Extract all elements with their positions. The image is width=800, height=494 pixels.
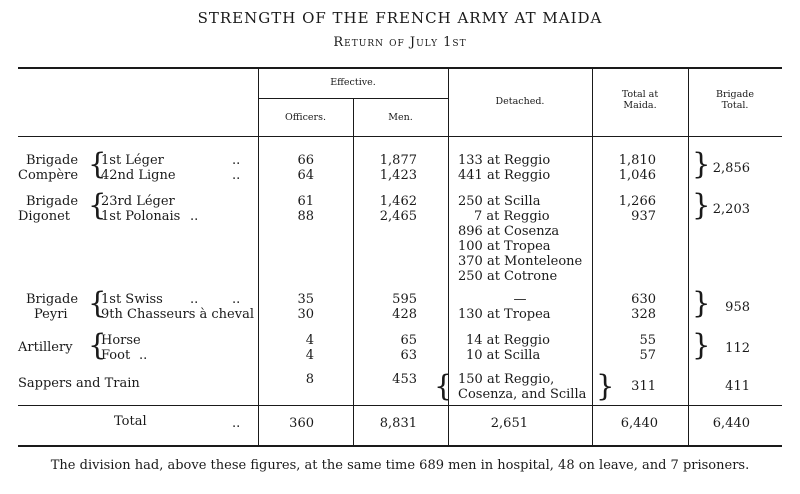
left-brace: {: [88, 147, 107, 181]
total-at-maida-cell: 55: [639, 333, 656, 348]
detached-cell: 100 at Tropea: [458, 239, 551, 254]
table-top-rule: [18, 67, 782, 69]
officers-cell: 64: [297, 168, 314, 183]
leader-dots: ..: [190, 209, 199, 224]
header-total-at-maida-line1: Total at: [621, 89, 659, 100]
column-rule: [353, 98, 354, 447]
table-bottom-rule: [18, 445, 782, 447]
group-label: Digonet: [18, 209, 71, 224]
unit-name: 1st Polonais: [101, 209, 181, 224]
detached-cell: 250 at Scilla: [458, 194, 541, 209]
detached-cell: 130 at Tropea: [458, 307, 551, 322]
group-label: Sappers and Train: [18, 376, 140, 391]
men-cell: 428: [392, 307, 417, 322]
total-at-maida-cell: 630: [631, 292, 656, 307]
total-label: Total: [114, 414, 147, 429]
men-cell: 63: [400, 348, 417, 363]
unit-name: 9th Chasseurs à cheval: [101, 307, 254, 322]
total-at-maida-cell: 311: [631, 379, 656, 394]
detached-cell: 250 at Cotrone: [458, 269, 558, 284]
officers-cell: 88: [297, 209, 314, 224]
men-cell: 1,462: [379, 194, 417, 209]
men-cell: 453: [392, 372, 417, 387]
leader-dots: ..: [139, 348, 148, 363]
page-title: STRENGTH OF THE FRENCH ARMY AT MAIDA: [197, 9, 603, 27]
group-label: Brigade: [26, 292, 79, 307]
total-men: 8,831: [379, 416, 417, 431]
right-brace: }: [596, 369, 615, 403]
total-brigade-total: 6,440: [712, 416, 750, 431]
header-officers: Officers.: [285, 112, 326, 123]
header-brigade-total-line2: Total.: [721, 100, 749, 111]
total-top-rule: [18, 405, 782, 406]
group-label: Artillery: [18, 340, 73, 355]
brigade-total: 112: [725, 341, 750, 356]
total-at-maida-cell: 937: [631, 209, 656, 224]
total-at-maida: 6,440: [620, 416, 658, 431]
header-total-at-maida-line2: Maida.: [623, 100, 657, 111]
header-brigade-total-line1: Brigade: [715, 89, 754, 100]
detached-cell: 370 at Monteleone: [458, 254, 583, 269]
brigade-total: 2,856: [712, 161, 750, 176]
men-cell: 1,423: [379, 168, 417, 183]
officers-cell: 30: [297, 307, 314, 322]
unit-name: 1st Léger: [101, 153, 164, 168]
header-detached: Detached.: [495, 96, 545, 107]
group-label: Brigade: [26, 194, 79, 209]
detached-cell: 896 at Cosenza: [458, 224, 560, 239]
total-at-maida-cell: 1,266: [618, 194, 656, 209]
header-bottom-rule: [18, 136, 782, 137]
detached-cell: Cosenza, and Scilla: [458, 387, 587, 402]
detached-cell: —: [513, 292, 527, 307]
right-brace: }: [692, 147, 711, 181]
unit-name: Foot: [101, 348, 131, 363]
leader-dots: ..: [232, 416, 241, 431]
brigade-total: 2,203: [712, 202, 750, 217]
brigade-total: 411: [725, 379, 750, 394]
officers-cell: 35: [297, 292, 314, 307]
total-at-maida-cell: 1,046: [618, 168, 656, 183]
left-brace: {: [88, 328, 107, 362]
leader-dots: ..: [232, 168, 241, 183]
men-cell: 595: [392, 292, 417, 307]
leader-dots: ..: [232, 292, 241, 307]
men-cell: 65: [400, 333, 417, 348]
right-brace: }: [692, 328, 711, 362]
men-cell: 2,465: [379, 209, 417, 224]
group-label: Compère: [18, 168, 79, 183]
total-at-maida-cell: 1,810: [618, 153, 656, 168]
left-brace: {: [434, 369, 453, 403]
header-effective: Effective.: [330, 77, 376, 88]
header-men: Men.: [388, 112, 413, 123]
officers-cell: 8: [305, 372, 314, 387]
officers-cell: 4: [305, 348, 314, 363]
brigade-total: 958: [725, 300, 750, 315]
detached-cell: 7 at Reggio: [474, 209, 550, 224]
detached-cell: 150 at Reggio,: [458, 372, 555, 387]
right-brace: }: [692, 286, 711, 320]
officers-cell: 4: [305, 333, 314, 348]
unit-name: 1st Swiss: [101, 292, 163, 307]
officers-cell: 66: [297, 153, 314, 168]
group-label: Peyri: [34, 307, 68, 322]
left-brace: {: [88, 286, 107, 320]
total-at-maida-cell: 328: [631, 307, 656, 322]
detached-cell: 441 at Reggio: [458, 168, 551, 183]
unit-name: 23rd Léger: [101, 194, 175, 209]
leader-dots: ..: [190, 292, 199, 307]
group-label: Brigade: [26, 153, 79, 168]
column-rule: [688, 67, 689, 447]
header-total-at-maida: [592, 89, 688, 111]
column-rule: [258, 67, 259, 447]
detached-cell: 133 at Reggio: [458, 153, 551, 168]
header-brigade-total: [688, 89, 782, 111]
officers-cell: 61: [297, 194, 314, 209]
total-detached: 2,651: [490, 416, 528, 431]
detached-cell: 10 at Scilla: [466, 348, 541, 363]
unit-name: Horse: [101, 333, 141, 348]
total-officers: 360: [289, 416, 314, 431]
unit-name: 42nd Ligne: [101, 168, 176, 183]
right-brace: }: [692, 188, 711, 222]
total-at-maida-cell: 57: [639, 348, 656, 363]
men-cell: 1,877: [379, 153, 417, 168]
footnote: The division had, above these figures, at the same time 689 men in hospital, 48 on leave, and 7 prisoners.: [50, 458, 750, 473]
detached-cell: 14 at Reggio: [466, 333, 550, 348]
left-brace: {: [88, 188, 107, 222]
leader-dots: ..: [232, 153, 241, 168]
page-subtitle: Return of July 1st: [333, 35, 467, 50]
